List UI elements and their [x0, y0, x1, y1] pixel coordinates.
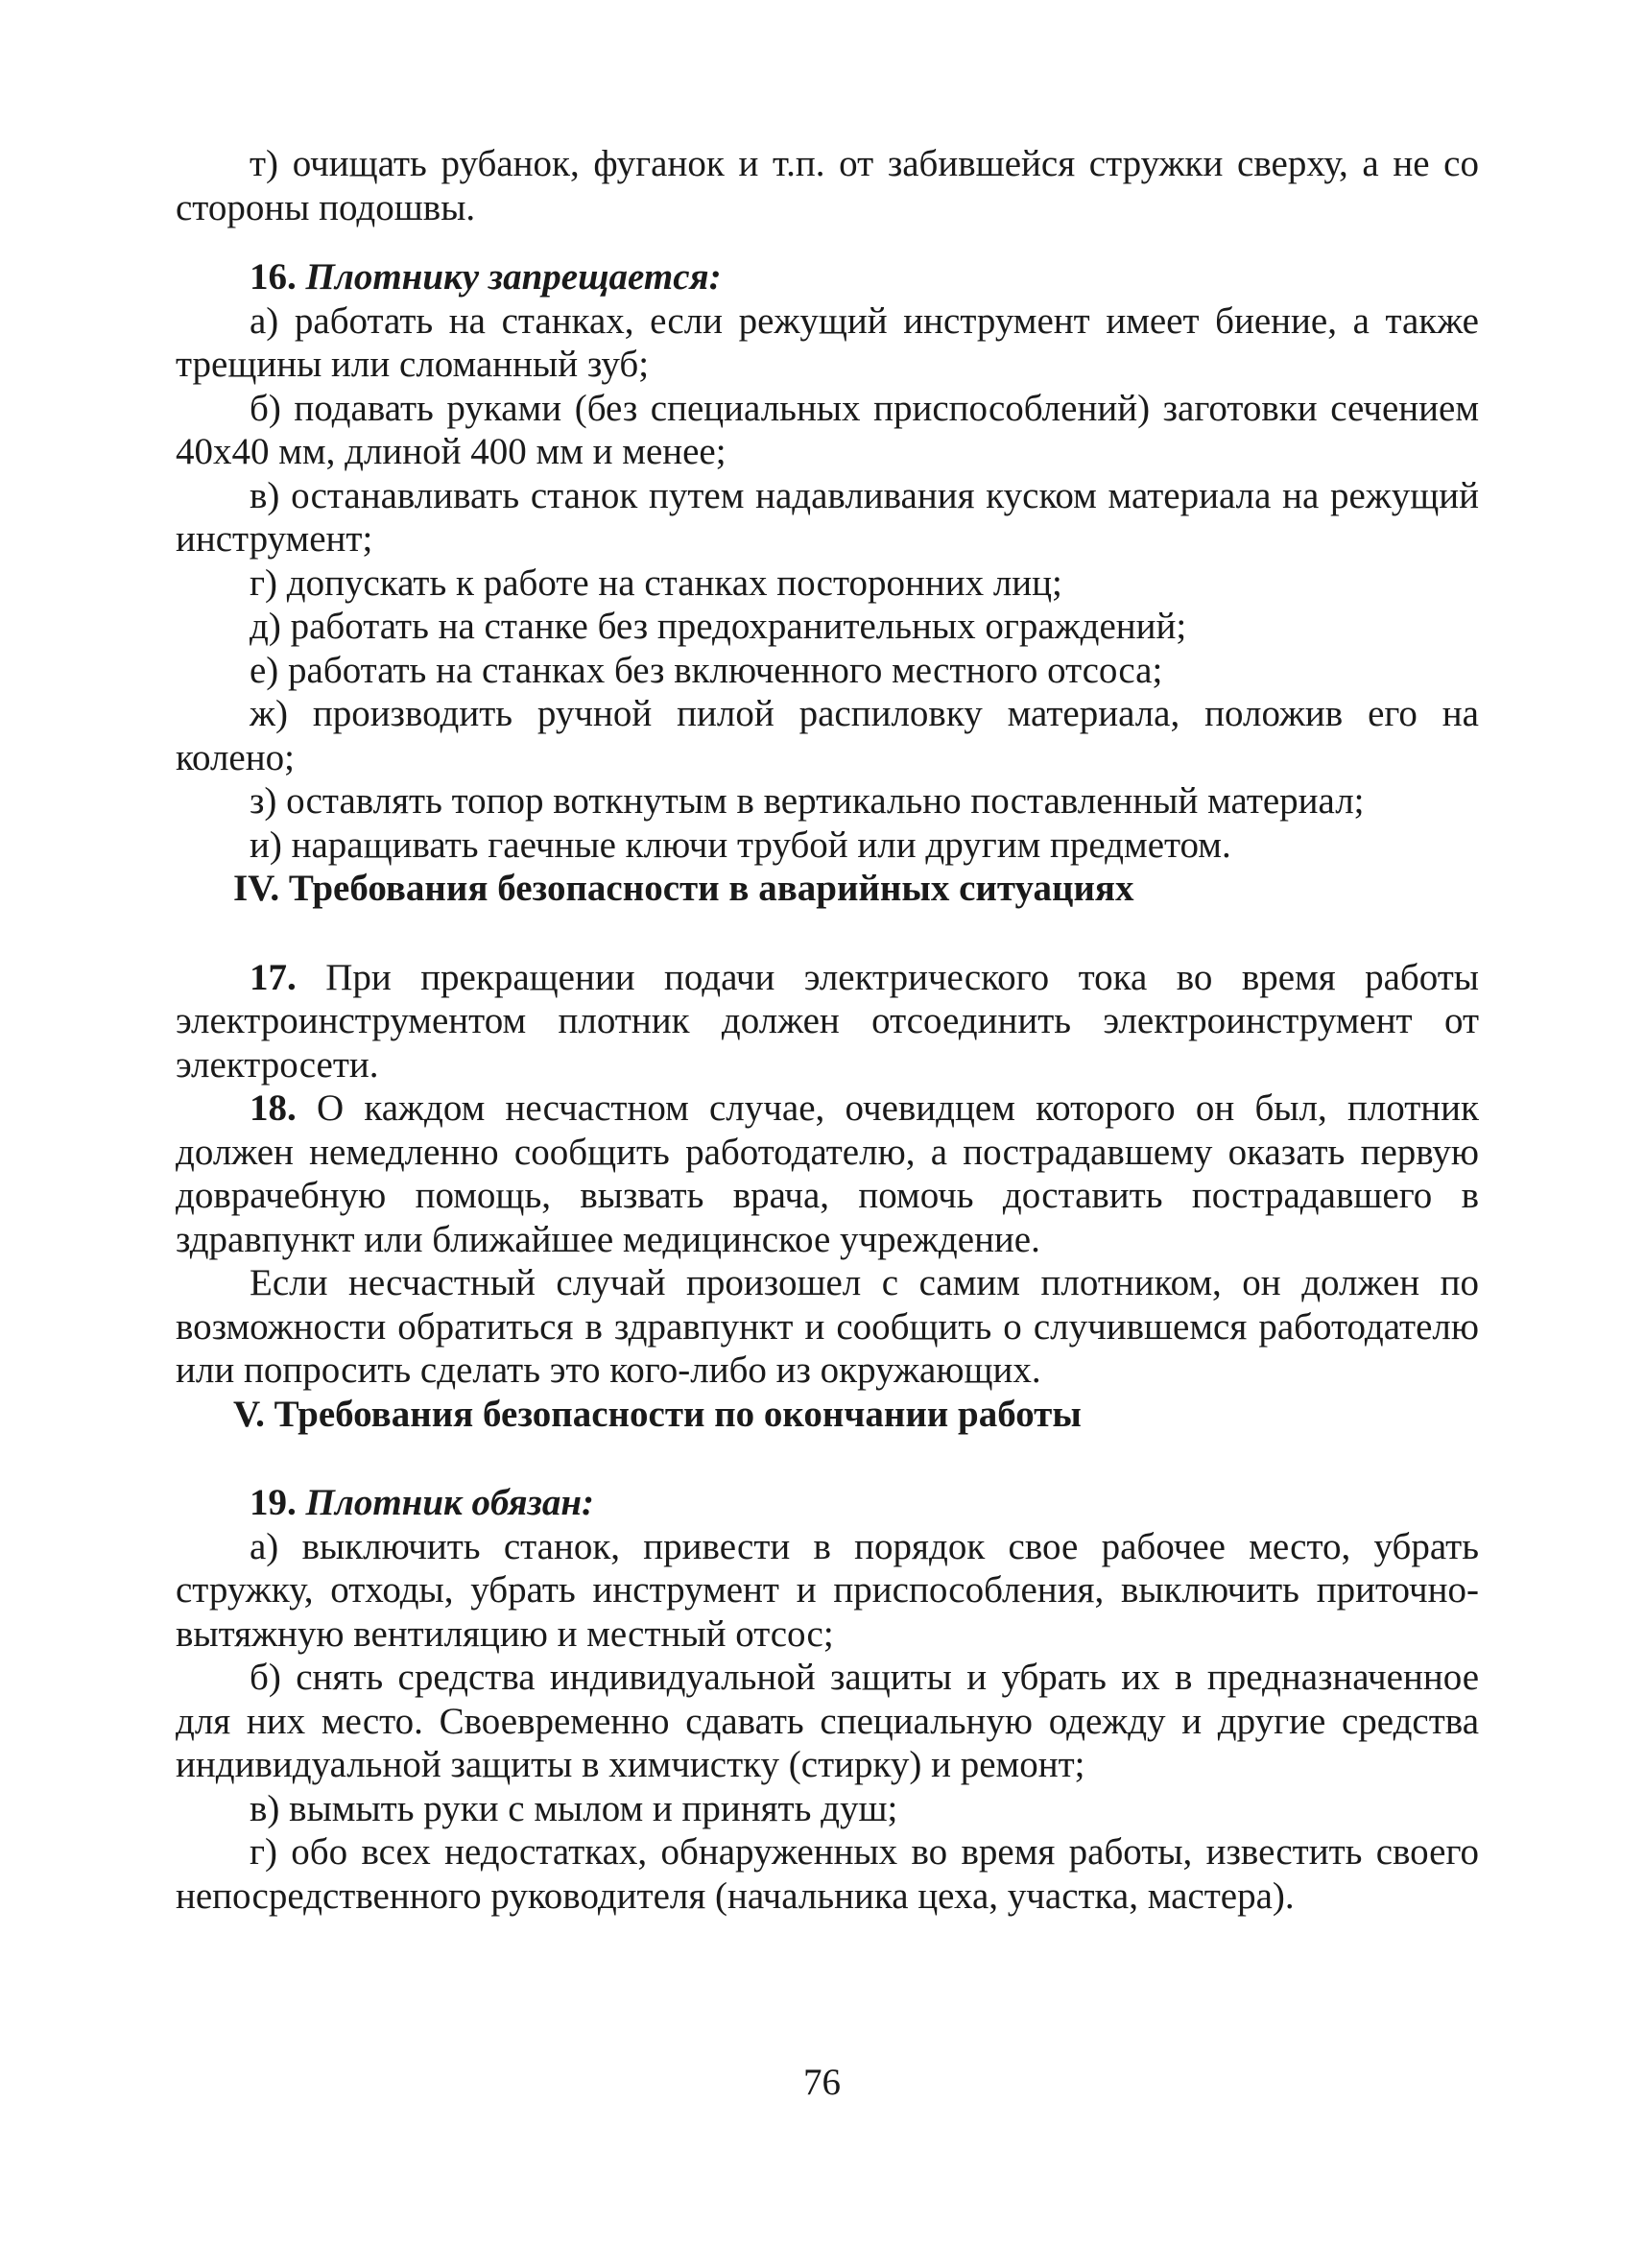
section-16-heading	[176, 255, 1479, 299]
section-16-item-g: г) допускать к работе на станках посторонних лиц;	[250, 561, 1062, 604]
section-16-item-zh: ж) производить ручной пилой распиловку материала, положив его на колено;	[176, 693, 1479, 778]
section-19-item-g: г) обо всех недостатках, обнаруженных во время работы, известить своего непосредственного руководителя (начальника цеха, участка, мастера).	[176, 1831, 1479, 1917]
section-18-number: 18.	[250, 1087, 297, 1129]
section-19-item-v: в) вымыть руки с мылом и принять душ;	[250, 1787, 898, 1829]
item-t-paragraph: т) очищать рубанок, фуганок и т.п. от забившейся стружки сверху, а не со стороны подошвы.	[176, 143, 1479, 228]
section-16-item-i: и) наращивать гаечные ключи трубой или другим предметом.	[250, 824, 1231, 866]
section-16-item-d: д) работать на станке без предохранительных ограждений;	[250, 606, 1187, 647]
section-19-heading	[176, 1481, 1479, 1525]
section-19-title: Плотник обязан:	[305, 1482, 594, 1523]
section-18-paragraph-2: Если несчастный случай произошел с самим плотником, он должен по возможности обратиться в здравпункт и сообщить о случившемся работодателю или попросить сделать это кого-либо из окружающих.	[176, 1262, 1479, 1391]
page-body	[176, 142, 1479, 1918]
section-16-number: 16.	[250, 256, 297, 298]
section-17-number: 17.	[250, 956, 297, 998]
section-18-text: О каждом несчастном случае, очевидцем которого он был, плотник должен немедленно сообщить работодателю, а пострадавшему оказать первую доврачебную помощь, вызвать врача, помочь доставить пострадавшего в здравпункт или ближайшее медицинское учреждение.	[176, 1087, 1479, 1260]
section-16-item-b: б) подавать руками (без специальных приспособлений) заготовки сечением 40х40 мм, длиной 400 мм и менее;	[176, 387, 1479, 472]
section-19-item-a: а) выключить станок, привести в порядок свое рабочее место, убрать стружку, отходы, убрать инструмент и приспособления, выключить приточно-вытяжную вентиляцию и местный отсос;	[176, 1525, 1479, 1655]
section-16-item-e: е) работать на станках без включенного местного отсоса;	[250, 649, 1163, 691]
section-heading-v: V. Требования безопасности по окончании работы	[233, 1393, 1082, 1435]
section-19-item-b: б) снять средства индивидуальной защиты и убрать их в предназначенное для них место. Своевременно сдавать специальную одежду и другие средства индивидуальной защиты в химчистку (стирку) и ремонт;	[176, 1657, 1479, 1785]
page-number: 76	[803, 2062, 841, 2103]
section-16-item-a: а) работать на станках, если режущий инструмент имеет биение, а также трещины или сломанный зуб;	[176, 299, 1479, 385]
section-16-title: Плотнику запрещается:	[305, 256, 722, 298]
section-17-paragraph	[176, 956, 1479, 1087]
section-16-item-z: з) оставлять топор воткнутым в вертикально поставленный материал;	[250, 780, 1365, 822]
section-heading-iv: IV. Требования безопасности в аварийных ситуациях	[233, 868, 1134, 909]
section-19-number: 19.	[250, 1482, 297, 1523]
section-16-item-v: в) останавливать станок путем надавливания куском материала на режущий инструмент;	[176, 474, 1479, 560]
section-17-text: При прекращении подачи электрического тока во время работы электроинструментом плотник должен отсоединить электроинструмент от электросети.	[176, 956, 1480, 1086]
section-18-paragraph	[176, 1086, 1479, 1261]
